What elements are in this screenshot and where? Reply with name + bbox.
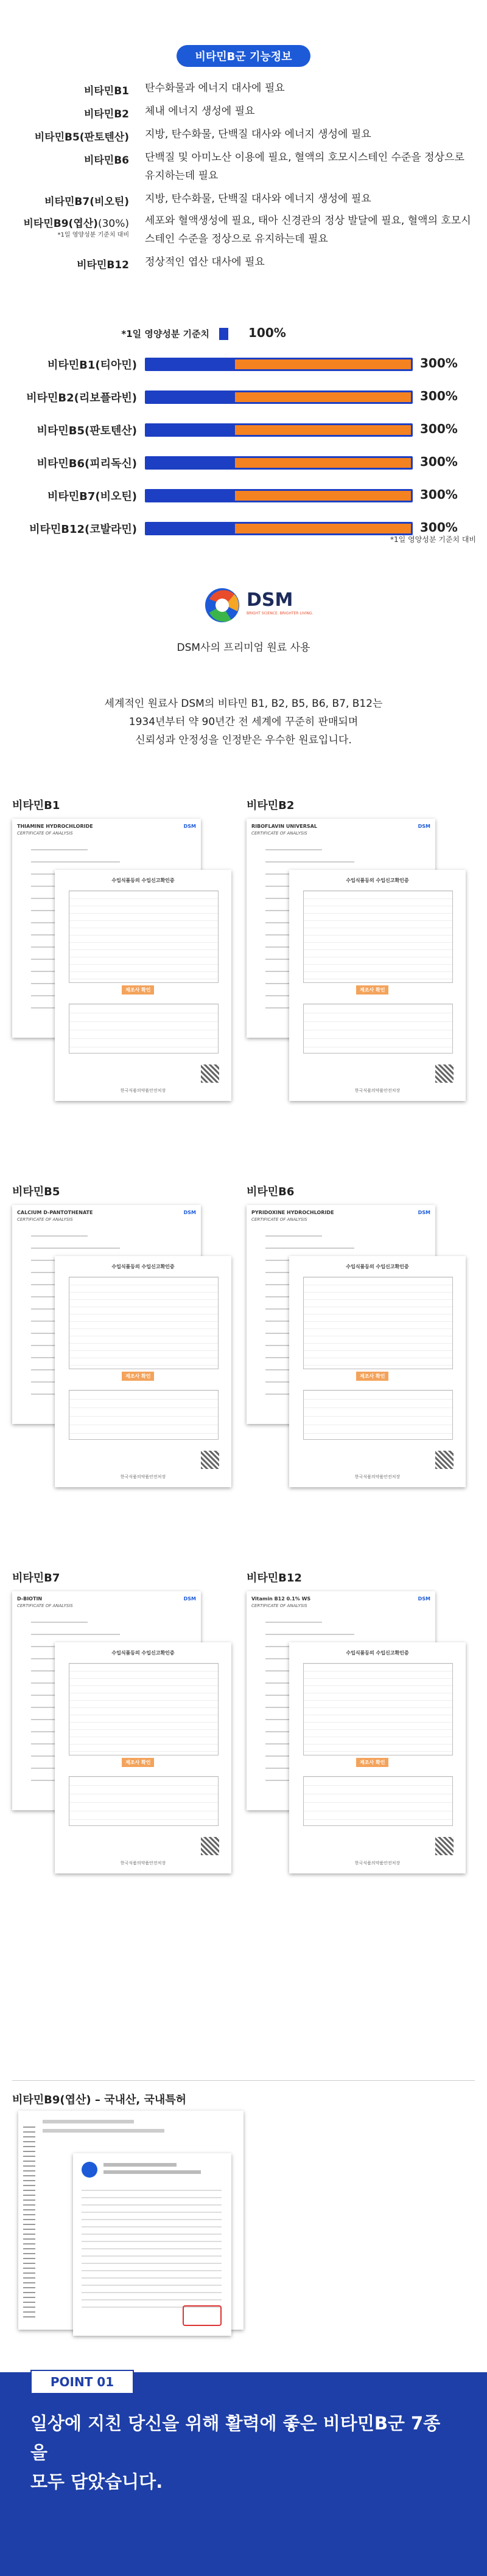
bar-label: 비타민B1(티아민) bbox=[47, 359, 137, 372]
dsm-logo bbox=[201, 581, 314, 630]
dsm-mark: DSM bbox=[183, 1210, 196, 1215]
function-desc: 단백질 및 아미노산 이용에 필요, 혈액의 호모시스테인 수준을 정상으로 유지하는데 필요 bbox=[145, 151, 464, 182]
document-line bbox=[31, 1622, 88, 1623]
qr-code-icon bbox=[201, 1064, 219, 1083]
qr-code-icon bbox=[435, 1064, 454, 1083]
bar-excess-segment bbox=[235, 458, 411, 468]
document-line bbox=[43, 2129, 164, 2133]
manufacturer-stamp: 제조사 확인 bbox=[122, 1758, 154, 1767]
bar-label: 비타민B12(코발라민) bbox=[29, 523, 137, 536]
reference-bar bbox=[219, 328, 228, 340]
document-table bbox=[303, 1663, 453, 1755]
dsm-logo-text: DSM bbox=[247, 589, 293, 611]
manufacturer-stamp: 제조사 확인 bbox=[356, 1758, 388, 1767]
reference-label: *1일 영양성분 기준치 bbox=[121, 328, 209, 339]
emblem-icon bbox=[82, 2162, 97, 2178]
bar-reference-segment bbox=[147, 491, 235, 501]
point-headline bbox=[30, 2409, 457, 2496]
bar-value: 300% bbox=[420, 389, 458, 403]
certificate-label: 비타민B5 bbox=[12, 1186, 60, 1198]
import-certificate-document bbox=[55, 1642, 231, 1873]
document-body bbox=[82, 2190, 222, 2311]
function-note: *1일 영양성분 기준치 대비 bbox=[57, 232, 129, 238]
function-name: 비타민B2 bbox=[83, 108, 129, 120]
dsm-description bbox=[0, 695, 487, 749]
dsm-mark: DSM bbox=[183, 824, 196, 829]
document-table bbox=[69, 1390, 219, 1440]
bar-value: 300% bbox=[420, 487, 458, 502]
coa-title: Vitamin B12 0.1% WS bbox=[251, 1596, 311, 1602]
stamp-icon bbox=[183, 2305, 222, 2326]
certificate-label: 비타민B7 bbox=[12, 1572, 60, 1585]
document-table bbox=[303, 1390, 453, 1440]
point-badge-text: POINT 01 bbox=[50, 2375, 114, 2389]
certificate-label: 비타민B1 bbox=[12, 799, 60, 812]
import-cert-title: 수입식품등의 수입신고확인증 bbox=[111, 878, 175, 883]
document-table bbox=[69, 1277, 219, 1369]
document-line bbox=[31, 1248, 120, 1249]
coa-subtitle: CERTIFICATE OF ANALYSIS bbox=[251, 1603, 307, 1608]
import-certificate-document bbox=[289, 870, 466, 1101]
import-cert-title: 수입식품등의 수입신고확인증 bbox=[346, 1264, 409, 1269]
bar-track bbox=[145, 456, 413, 470]
import-cert-title: 수입식품등의 수입신고확인증 bbox=[111, 1650, 175, 1656]
import-certificate-document bbox=[289, 1642, 466, 1873]
document-line bbox=[265, 861, 354, 863]
document-table bbox=[303, 1004, 453, 1054]
issuer-text: 한국식품의약품안전처장 bbox=[120, 1088, 166, 1093]
manufacturer-stamp: 제조사 확인 bbox=[122, 985, 154, 995]
document-table bbox=[69, 1663, 219, 1755]
document-table bbox=[303, 1277, 453, 1369]
document-table bbox=[303, 890, 453, 983]
bar-excess-segment bbox=[235, 491, 411, 501]
document-table bbox=[303, 1776, 453, 1826]
function-name: 비타민B6 bbox=[83, 154, 129, 167]
bar-excess-segment bbox=[235, 524, 411, 533]
coa-subtitle: CERTIFICATE OF ANALYSIS bbox=[251, 831, 307, 836]
manufacturer-stamp: 제조사 확인 bbox=[356, 985, 388, 995]
bar-value: 300% bbox=[420, 422, 458, 436]
document-line bbox=[265, 849, 322, 850]
dsm-mark: DSM bbox=[418, 1596, 430, 1602]
import-certificate-document bbox=[55, 1256, 231, 1487]
document-line bbox=[265, 1634, 354, 1635]
qr-code-icon bbox=[435, 1451, 454, 1469]
document-table bbox=[69, 890, 219, 983]
document-line bbox=[31, 1634, 120, 1635]
function-desc: 탄수화물과 에너지 대사에 필요 bbox=[145, 82, 285, 94]
function-name: 비타민B12 bbox=[77, 259, 129, 271]
dsm-tagline: BRIGHT SCIENCE. BRIGHTER LIVING. bbox=[247, 611, 314, 616]
coa-subtitle: CERTIFICATE OF ANALYSIS bbox=[251, 1217, 307, 1222]
coa-title: D-BIOTIN bbox=[17, 1596, 43, 1602]
coa-title: RIBOFLAVIN UNIVERSAL bbox=[251, 824, 317, 829]
manufacturer-stamp: 제조사 확인 bbox=[122, 1372, 154, 1381]
bar-track bbox=[145, 358, 413, 371]
coa-title: PYRIDOXINE HYDROCHLORIDE bbox=[251, 1210, 334, 1215]
document-line bbox=[31, 1235, 88, 1237]
bar-reference-segment bbox=[147, 392, 235, 402]
document-table bbox=[69, 1004, 219, 1054]
bar-excess-segment bbox=[235, 359, 411, 369]
document-line bbox=[43, 2120, 134, 2123]
document-table bbox=[69, 1776, 219, 1826]
qr-code-icon bbox=[435, 1837, 454, 1855]
certificate-label: 비타민B12 bbox=[247, 1572, 302, 1585]
chart-footnote: *1일 영양성분 기준치 대비 bbox=[390, 535, 476, 544]
dsm-mark: DSM bbox=[418, 824, 430, 829]
divider bbox=[12, 2080, 475, 2081]
document-line bbox=[31, 861, 120, 863]
point-line: 일상에 지친 당신을 위해 활력에 좋은 비타민B군 7종을 bbox=[30, 2413, 441, 2463]
issuer-text: 한국식품의약품안전처장 bbox=[354, 1474, 401, 1479]
bar-track bbox=[145, 489, 413, 502]
section-title-pill bbox=[177, 45, 310, 67]
import-cert-title: 수입식품등의 수입신고확인증 bbox=[346, 1650, 409, 1656]
qr-code-icon bbox=[201, 1837, 219, 1855]
import-cert-title: 수입식품등의 수입신고확인증 bbox=[346, 878, 409, 883]
qr-code-icon bbox=[201, 1451, 219, 1469]
issuer-text: 한국식품의약품안전처장 bbox=[354, 1861, 401, 1866]
point-badge bbox=[30, 2370, 134, 2394]
bar-label: 비타민B7(비오틴) bbox=[47, 490, 137, 503]
bar-reference-segment bbox=[147, 359, 235, 369]
section-title: 비타민B군 기능정보 bbox=[195, 50, 292, 63]
b9-label: 비타민B9(엽산) – 국내산, 국내특허 bbox=[12, 2094, 186, 2106]
bar-track bbox=[145, 423, 413, 437]
coa-title: CALCIUM D-PANTOTHENATE bbox=[17, 1210, 93, 1215]
function-desc: 세포와 혈액생성에 필요, 태아 신경관의 정상 발달에 필요, 혈액의 호모시스테인 수준을 정상으로 유지하는데 필요 bbox=[145, 215, 471, 245]
issuer-text: 한국식품의약품안전처장 bbox=[354, 1088, 401, 1093]
bar-value: 300% bbox=[420, 454, 458, 469]
bar-reference-segment bbox=[147, 524, 235, 533]
issuer-text: 한국식품의약품안전처장 bbox=[120, 1474, 166, 1479]
bar-excess-segment bbox=[235, 425, 411, 435]
bar-label: 비타민B6(피리독신) bbox=[37, 457, 137, 470]
document-line bbox=[265, 1235, 322, 1237]
document-line bbox=[31, 849, 88, 850]
document-line bbox=[103, 2163, 177, 2167]
bar-excess-segment bbox=[235, 392, 411, 402]
dsm-desc-line: 1934년부터 약 90년간 전 세계에 꾸준히 판매되며 bbox=[128, 716, 359, 728]
function-desc: 지방, 탄수화물, 단백질 대사와 에너지 생성에 필요 bbox=[145, 193, 371, 205]
reference-value: 100% bbox=[248, 325, 286, 340]
dsm-desc-line: 세계적인 원료사 DSM의 비타민 B1, B2, B5, B6, B7, B12는 bbox=[104, 698, 383, 710]
coa-subtitle: CERTIFICATE OF ANALYSIS bbox=[17, 831, 73, 836]
import-cert-title: 수입식품등의 수입신고확인증 bbox=[111, 1264, 175, 1269]
document-line bbox=[265, 1248, 354, 1249]
dsm-desc-line: 신뢰성과 안정성을 인정받은 우수한 원료입니다. bbox=[135, 734, 352, 746]
dsm-mark: DSM bbox=[183, 1596, 196, 1602]
issuer-text: 한국식품의약품안전처장 bbox=[120, 1861, 166, 1866]
certificate-label: 비타민B2 bbox=[247, 799, 295, 812]
bar-reference-segment bbox=[147, 425, 235, 435]
coa-subtitle: CERTIFICATE OF ANALYSIS bbox=[17, 1217, 73, 1222]
bar-track bbox=[145, 522, 413, 535]
function-name-text: 비타민B9(엽산) bbox=[23, 218, 98, 230]
bar-value: 300% bbox=[420, 520, 458, 535]
function-name-suffix: (30%) bbox=[97, 218, 129, 230]
function-desc: 체내 에너지 생성에 필요 bbox=[145, 105, 255, 117]
b9-certificate-document bbox=[73, 2153, 231, 2336]
document-margin bbox=[23, 2123, 35, 2317]
document-line bbox=[265, 1622, 322, 1623]
function-name: 비타민B1 bbox=[83, 85, 129, 97]
dsm-mark: DSM bbox=[418, 1210, 430, 1215]
bar-label: 비타민B2(리보플라빈) bbox=[26, 392, 137, 404]
function-desc: 지방, 탄수화물, 단백질 대사와 에너지 생성에 필요 bbox=[145, 128, 371, 141]
dsm-subtitle: DSM사의 프리미엄 원료 사용 bbox=[177, 642, 310, 654]
function-desc: 정상적인 엽산 대사에 필요 bbox=[145, 256, 265, 268]
bar-label: 비타민B5(판토텐산) bbox=[37, 425, 137, 437]
point-line: 모두 담았습니다. bbox=[30, 2471, 163, 2492]
import-certificate-document bbox=[55, 870, 231, 1101]
certificate-label: 비타민B6 bbox=[247, 1186, 295, 1198]
bar-track bbox=[145, 391, 413, 404]
bar-value: 300% bbox=[420, 356, 458, 370]
function-name: 비타민B5(판토텐산) bbox=[34, 131, 129, 144]
coa-title: THIAMINE HYDROCHLORIDE bbox=[17, 824, 93, 829]
coa-subtitle: CERTIFICATE OF ANALYSIS bbox=[17, 1603, 73, 1608]
function-name: 비타민B7(비오틴) bbox=[44, 196, 129, 208]
bar-reference-segment bbox=[147, 458, 235, 468]
function-name bbox=[24, 215, 130, 230]
document-line bbox=[103, 2170, 201, 2174]
import-certificate-document bbox=[289, 1256, 466, 1487]
manufacturer-stamp: 제조사 확인 bbox=[356, 1372, 388, 1381]
